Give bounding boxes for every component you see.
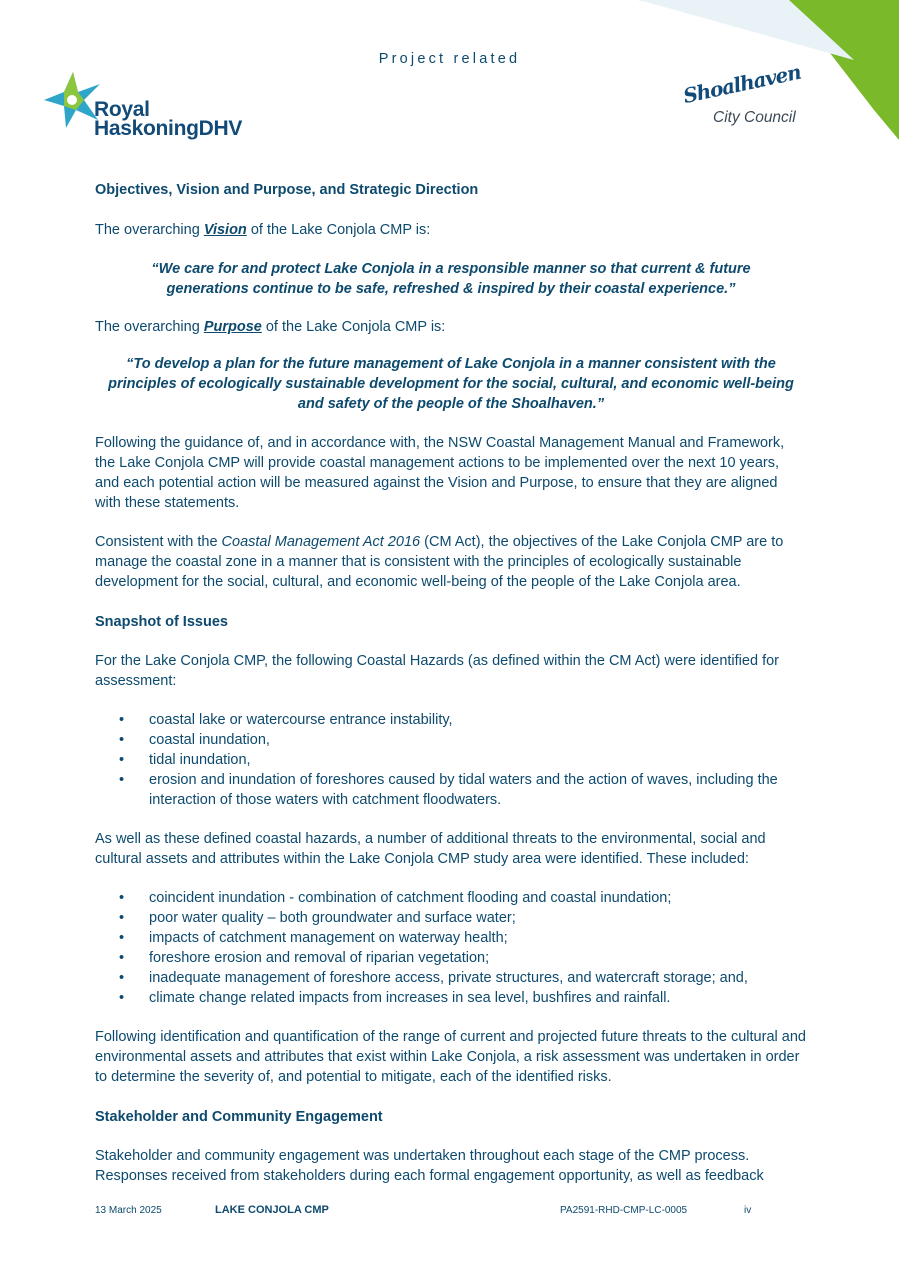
list-item: • impacts of catchment management on waterway health;	[95, 928, 807, 948]
scc-logo-line1: Shoalhaven	[681, 59, 803, 108]
section-heading-engagement: Stakeholder and Community Engagement	[95, 1109, 383, 1125]
paragraph-engagement: Stakeholder and community engagement was undertaken throughout each stage of the CMP process. Responses received from stakeholders during each formal engagement opportunity, as well as feedback	[95, 1148, 764, 1184]
paragraph-threats-intro: As well as these defined coastal hazards, a number of additional threats to the environmental, social and cultural assets and attributes within the Lake Conjola CMP study area were identified. These included:	[95, 831, 766, 867]
paragraph-cm-act	[95, 532, 807, 592]
list-item: • coastal lake or watercourse entrance instability,	[95, 710, 807, 730]
vision-quote: “We care for and protect Lake Conjola in a responsible manner so that current & future generations continue to be safe, refreshed & inspired by their coastal experience.”	[151, 261, 751, 297]
document-body	[95, 180, 807, 1186]
royal-haskoningdhv-wordmark	[94, 100, 242, 138]
rh-logo-line2: HaskoningDHV	[94, 117, 243, 140]
cm-act-before: Consistent with the	[95, 534, 222, 550]
list-item: • foreshore erosion and removal of riparian vegetation;	[95, 948, 807, 968]
purpose-intro-after: of the Lake Conjola CMP is:	[261, 319, 446, 335]
paragraph-guidance: Following the guidance of, and in accordance with, the NSW Coastal Management Manual and Framework, the Lake Conjola CMP will provide coastal management actions to be implemented over the next 10 years, and each potential action will be measured against the Vision and Purpose, to ensure that they are aligned with these statements.	[95, 435, 785, 511]
document-classification: Project related	[378, 51, 521, 67]
paragraph-hazards-intro: For the Lake Conjola CMP, the following Coastal Hazards (as defined within the CM Act) were identified for assessment:	[95, 653, 779, 689]
page-footer	[0, 1205, 899, 1219]
list-item: • tidal inundation,	[95, 750, 807, 770]
purpose-intro	[95, 317, 807, 337]
footer-date: 13 March 2025	[95, 1205, 162, 1216]
threats-list	[95, 888, 807, 1008]
list-item: • coastal inundation,	[95, 730, 807, 750]
list-item: • coincident inundation - combination of catchment flooding and coastal inundation;	[95, 888, 807, 908]
cm-act-after: (CM Act), the objectives of the Lake Conjola CMP are to manage the coastal zone in a manner that is consistent with the principles of ecologically sustainable development for the social, cultural, and economic well-being of the people of the Lake Conjola area.	[95, 534, 784, 590]
scc-logo-line2: City Council	[713, 109, 796, 126]
shoalhaven-city-council-logo	[681, 59, 821, 134]
footer-document-title: LAKE CONJOLA CMP	[215, 1204, 329, 1216]
section-heading-objectives: Objectives, Vision and Purpose, and Strategic Direction	[95, 182, 479, 198]
vision-intro-before: The overarching	[95, 222, 204, 238]
section-heading-snapshot: Snapshot of Issues	[95, 614, 228, 630]
royal-haskoningdhv-logo	[42, 70, 257, 150]
paragraph-risk-assessment: Following identification and quantification of the range of current and projected future threats to the cultural and environmental assets and attributes that exist within Lake Conjola, a risk assessment was undertaken in order to determine the severity of, and potential to mitigate, each of the identified risks.	[95, 1029, 806, 1085]
vision-intro-after: of the Lake Conjola CMP is:	[246, 222, 431, 238]
rh-logo-line1: Royal	[94, 98, 150, 121]
list-item: • inadequate management of foreshore access, private structures, and watercraft storage; and,	[95, 968, 807, 988]
list-item: • poor water quality – both groundwater and surface water;	[95, 908, 807, 928]
vision-intro	[95, 220, 807, 240]
list-item: • climate change related impacts from increases in sea level, bushfires and rainfall.	[95, 988, 807, 1008]
purpose-keyword: Purpose	[203, 319, 262, 335]
purpose-intro-before: The overarching	[95, 319, 204, 335]
purpose-quote: “To develop a plan for the future management of Lake Conjola in a manner consistent with the principles of ecologically sustainable development for the social, cultural, and economic well-being and safety of the people of the Shoalhaven.”	[108, 356, 794, 412]
footer-page-number: iv	[744, 1205, 752, 1216]
cm-act-title: Coastal Management Act 2016	[221, 534, 421, 550]
footer-document-reference: PA2591-RHD-CMP-LC-0005	[560, 1205, 688, 1216]
hazards-list	[95, 710, 807, 810]
vision-keyword: Vision	[203, 222, 247, 238]
list-item: • erosion and inundation of foreshores caused by tidal waters and the action of waves, including the interaction of those waters with catchment floodwaters.	[95, 770, 807, 810]
